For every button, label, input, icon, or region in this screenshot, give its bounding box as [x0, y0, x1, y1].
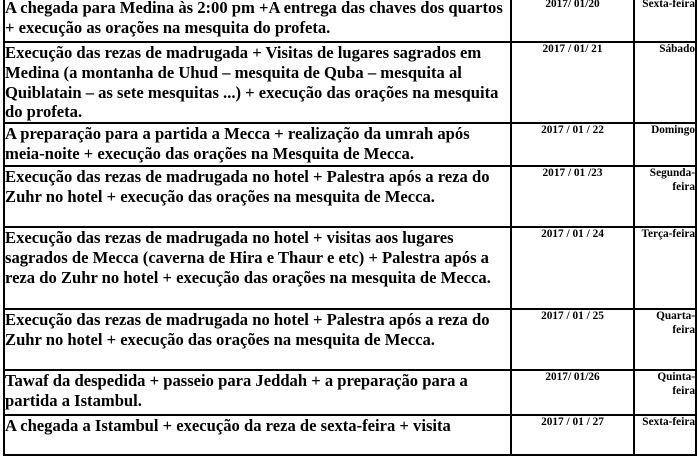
weekday-cell: Sexta-feira [634, 415, 696, 455]
activity-description: Execução das rezas de madrugada no hotel + Palestra após a reza do Zuhr no hotel + execução das orações na mesquita de Mecca. [4, 309, 511, 370]
table-row [4, 42, 696, 123]
activity-description: Execução das rezas de madrugada + Visitas de lugares sagrados em Medina (a montanha de Uhud – mesquita de Quba – mesquita al Quiblatain – as sete mesquitas ...) + execução das orações na mesquita do profeta. [4, 42, 511, 123]
date-cell: 2017 / 01 / 24 [511, 227, 634, 309]
itinerary-table [3, 0, 697, 456]
weekday-cell: Sábado [634, 42, 696, 123]
date-cell: 2017 / 01 /23 [511, 166, 634, 227]
activity-description: A preparação para a partida a Mecca + realização da umrah após meia-noite + execução das orações na Mesquita de Mecca. [4, 123, 511, 166]
activity-description: A chegada a Istambul + execução da reza de sexta-feira + visita [4, 415, 511, 455]
weekday-cell: Domingo [634, 123, 696, 166]
date-cell: 2017 / 01 / 22 [511, 123, 634, 166]
weekday-cell: Segunda-feira [634, 166, 696, 227]
table-row [4, 415, 696, 455]
weekday-cell: Quinta-feira [634, 370, 696, 415]
activity-description: A chegada para Medina às 2:00 pm +A entrega das chaves dos quartos + execução as orações na mesquita do profeta. [4, 0, 511, 42]
table-row [4, 123, 696, 166]
date-cell: 2017 / 01 / 27 [511, 415, 634, 455]
activity-description: Execução das rezas de madrugada no hotel + visitas aos lugares sagrados de Mecca (caverna de Hira e Thaur e etc) + Palestra após a reza do Zuhr no hotel + execução das orações na mesquita de Mecca. [4, 227, 511, 309]
date-cell: 2017 / 01 / 25 [511, 309, 634, 370]
weekday-cell: Quarta-feira [634, 309, 696, 370]
date-cell: 2017/ 01/26 [511, 370, 634, 415]
date-cell: 2017 / 01/ 21 [511, 42, 634, 123]
table-row [4, 227, 696, 309]
table-row [4, 370, 696, 415]
table-row [4, 309, 696, 370]
weekday-cell: Terça-feira [634, 227, 696, 309]
weekday-cell: Sexta-feira [634, 0, 696, 42]
table-row [4, 0, 696, 42]
activity-description: Tawaf da despedida + passeio para Jeddah + a preparação para a partida a Istambul. [4, 370, 511, 415]
date-cell: 2017/ 01/20 [511, 0, 634, 42]
table-row [4, 166, 696, 227]
activity-description: Execução das rezas de madrugada no hotel + Palestra após a reza do Zuhr no hotel + execução das orações na mesquita de Mecca. [4, 166, 511, 227]
